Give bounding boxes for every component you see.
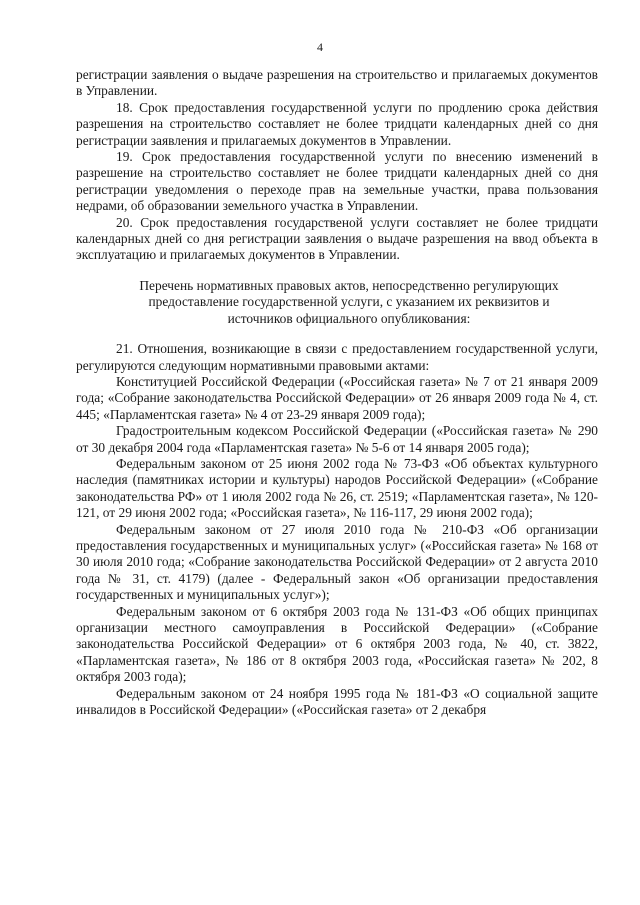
- paragraph-19: 19. Срок предоставления государственной услуги по внесению изменений в разрешение на строительство составляет не более тридцати календарных дней со дня регистрации уведомления о переходе прав на земельные участки, права пользования недрами, об образовании земельного участка в Управлении.: [76, 149, 598, 214]
- document-body: [76, 67, 598, 718]
- paragraph-18: 18. Срок предоставления государственной услуги по продлению срока действия разрешения на строительство составляет не более тридцати календарных дней со дня регистрации заявления и прилагаемых документов в Управлении.: [76, 99, 598, 148]
- act-urban-planning-code: Градостроительным кодексом Российской Федерации («Российская газета» № 290 от 30 декабря 2004 года «Парламентская газета» № 5-6 от 14 января 2005 года);: [76, 423, 598, 455]
- section-gap: [76, 264, 598, 278]
- act-constitution: Конституцией Российской Федерации («Российская газета» № 7 от 21 января 2009 года; «Собрание законодательства Российской Федерации» от 26 января 2009 года № 4, ст. 445; «Парламентская газета» № 4 от 23-29 января 2009 года);: [76, 373, 598, 422]
- paragraph-21: 21. Отношения, возникающие в связи с предоставлением государственной услуги, регулируются следующим нормативными правовыми актами:: [76, 341, 598, 373]
- act-law-210-fz: Федеральным законом от 27 июля 2010 года № 210-ФЗ «Об организации предоставления государственных и муниципальных услуг» («Российская газета» № 168 от 30 июля 2010 года; «Собрание законодательства Российской Федерации» от 2 августа 2010 года № 31, ст. 4179) (далее - Федеральный закон «Об организации предоставления государственных и муниципальных услуг»);: [76, 521, 598, 603]
- paragraph-17-continuation: регистрации заявления о выдаче разрешения на строительство и прилагаемых документов в Управлении.: [76, 67, 598, 99]
- act-law-131-fz: Федеральным законом от 6 октября 2003 года № 131-ФЗ «Об общих принципах организации местного самоуправления в Российской Федерации» («Собрание законодательства Российской Федерации» от 6 октября 2003 года, № 40, ст. 3822, «Парламентская газета», № 186 от 8 октября 2003 года, «Российская газета» № 202, 8 октября 2003 года);: [76, 603, 598, 685]
- section-heading: Перечень нормативных правовых актов, непосредственно регулирующих предоставление государственной услуги, с указанием их реквизитов и источников официального опубликования:: [139, 277, 559, 326]
- paragraph-20: 20. Срок предоставления государственой услуги составляет не более тридцати календарных дней со дня регистрации заявления о выдаче разрешения на ввод объекта в эксплуатацию и прилагаемых документов в Управлении.: [76, 214, 598, 263]
- section-gap: [76, 327, 598, 341]
- act-law-181-fz: Федеральным законом от 24 ноября 1995 года № 181-ФЗ «О социальной защите инвалидов в Российской Федерации» («Российская газета» от 2 декабря: [76, 685, 598, 718]
- act-law-73-fz: Федеральным законом от 25 июня 2002 года № 73-ФЗ «Об объектах культурного наследия (памятниках истории и культуры) народов Российской Федерации» («Собрание законодательства РФ» от 1 июля 2002 года № 26, ст. 2519; «Парламентская газета», № 120-121, от 29 июня 2002 года; «Российская газета», № 116-117, 29 июня 2002 года);: [76, 455, 598, 521]
- page-number: 4: [317, 40, 323, 54]
